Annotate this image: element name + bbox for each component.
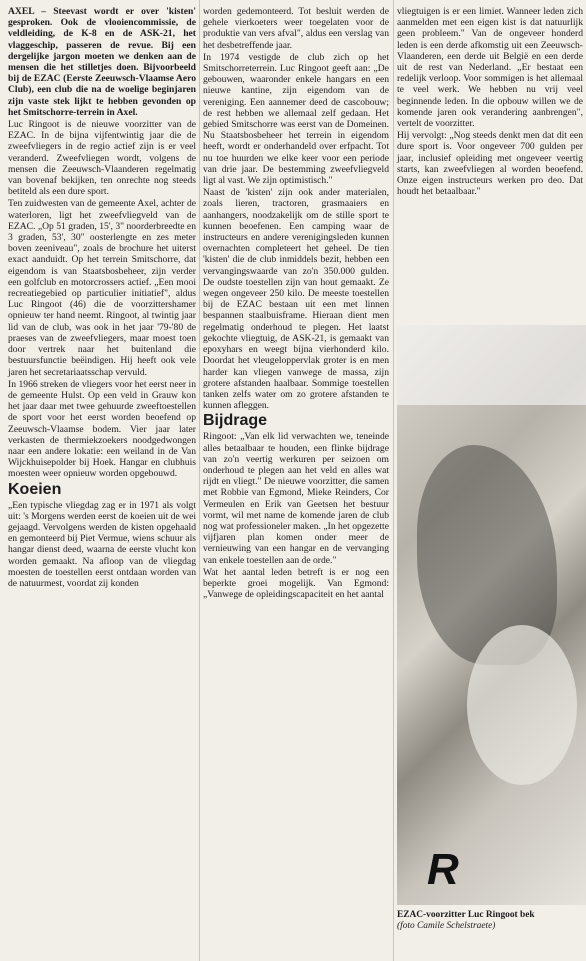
- paragraph: Hij vervolgt: „Nog steeds denkt men dat dit een dure sport is. Voor ongeveer 700 gulden per jaar, inclusief opleiding met ongeveer veertig starts, kan zweefvliegen al worden beoefend. Onze eigen instructeurs werken pro deo. Dat houdt het betaalbaar.": [397, 130, 583, 198]
- paragraph: Wat het aantal leden betreft is er nog een beperkte groei mogelijk. Van Egmond: „Vanwege de opleidingscapaciteit en het aantal: [203, 566, 389, 601]
- article-lead: AXEL – Steevast wordt er over 'kisten' gesproken. Ook de vlooiencommissie, de veldleiding, de K-8 en de ASK-21, het vlaggeschip, passeren de revue. Bij een dergelijke jargon moeten we denken aan de mensen die het stilletjes doen. Bijvoorbeeld bij de EZAC (Eerste Zeeuwsch-Vlaamse Aero Club), een club die na de woelige beginjaren zijn vaste stek lijkt te hebben gevonden op het Smitschorre-terrein in Axel.: [8, 6, 196, 118]
- photo-logo-shape: R: [427, 845, 457, 894]
- paragraph: „Een typische vliegdag zag er in 1971 als volgt uit: 's Morgens werden eerst de koeien uit de wei gejaagd. Vervolgens werden de kisten opgehaald en gemonteerd bij Piet Vermue, wiens schuur als hangar dienst deed, waarna de eerste vlucht kon worden gemaakt. Na afloop van de vliegdag moesten de toestellen eerst ontdaan worden van de natuurmest, voordat zij konden: [8, 499, 196, 589]
- photo-highlight: [397, 325, 586, 405]
- photo-credit: (foto Camile Schelstraete): [397, 921, 496, 931]
- column-rule: [199, 0, 200, 961]
- article-column-1: [8, 6, 196, 589]
- subheading-bijdrage: Bijdrage: [203, 412, 268, 430]
- column-rule: [393, 0, 394, 961]
- paragraph: Naast de 'kisten' zijn ook ander materialen, zoals lieren, tractoren, grasmaaiers en aanhangers, noodzakelijk om de stille sport te kunnen beoefenen. Een camping waar de instructeurs en andere verenigingsleden kunnen overnachten completeert het geheel. De tien 'kisten' die de club inmiddels bezit, hebben een vervangingswaarde van zo'n 350.000 gulden. De oudste toestellen zijn van hout gemaakt. Ze wegen ongeveer 250 kilo. De meeste toestellen bij de EZAC bestaan uit een met linnen bespannen staalbuisframe. Hieraan dient men regelmatig onderhoud te plegen. Het laatst gekochte vliegtuig, de ASK-21, is gemaakt van epoxyhars en weegt bijna vierhonderd kilo. Doordat het vleugeloppervlak groter is en men harder kan vliegen vanwege de massa, zijn grotere afstanden haalbaar. Sommige toestellen tanken zelfs water om zo grotere afstanden te kunnen afleggen.: [203, 187, 389, 412]
- paragraph: vliegtuigen is er een limiet. Wanneer leden zich aanmelden met een eigen kist is dat natuurlijk geen probleem." Van de ongeveer honderd leden is een derde afkomstig uit een Zeeuwsch-Vlaanderen, een derde uit België en een derde uit de rest van Nederland. „Er bestaat een redelijk verloop. Voor sommigen is het allemaal te veel werk. We hebben nu vrij veel beginnende leden. In die opbouw willen we de komende jaren ook verandering aanbrengen", vertelt de voorzitter.: [397, 6, 583, 130]
- caption-text: EZAC-voorzitter Luc Ringoot bek: [397, 910, 535, 920]
- photo-caption: [397, 910, 586, 932]
- paragraph: Luc Ringoot is de nieuwe voorzitter van de EZAC. In de bijna vijfentwintig jaar die de zweefvliegers in de regio actief zijn is er veel veranderd. Zweefvliegen wordt, volgens de mensen die Zeeuwsch-Vlaanderen regelmatig van bovenaf bekijken, ten onrechte nog steeds betiteld als een dure sport.: [8, 119, 196, 198]
- photo-highlight: [467, 625, 577, 785]
- paragraph: In 1966 streken de vliegers voor het eerst neer in de gemeente Hulst. Op een veld in Grauw kon het jaar daar met twee gehuurde zweeftoestellen de sport voor het eerst worden beoefend op Zeeuwsch-Vlaamse bodem. Vier jaar later verkasten de thermiekzoekers noodgedwongen naar een andere lokatie: een weiland in de Van Wijckhuisepolder bij Hoek. Hangar en clubhuis moesten weer opnieuw worden opgebouwd.: [8, 378, 196, 480]
- article-column-2: [203, 6, 389, 600]
- paragraph: Ten zuidwesten van de gemeente Axel, achter de waterloren, ligt het zweefvliegveld van de EZAC. „Op 51 graden, 15', 3" noorderbreedte en 3 graden, 53', 30" oosterlengte en zes meter boven zeeniveau", zoals de brochure het uiterst exact aanduidt. Op het terrein Smitschorre, dat eigendom is van Staatsbosbeheer, zijn verder een golfclub en motorcrossers actief. „Een mooi recreatiegebied op particulier initiatief", aldus Luc Ringoot (46) die de voorzittershamer opnieuw ter hand neemt. Ringoot, al twintig jaar lid van de club, was ook in het jaar '79-'80 de praeses van de zweefvliegers, maar moest toen door vertrek naar het buitenland die bestuursfunctie beëindigen. Hij heeft ook vele jaren het secretariaatsschap vervuld.: [8, 198, 196, 378]
- subheading-koeien: Koeien: [8, 480, 62, 498]
- paragraph: In 1974 vestigde de club zich op het Smitschorreterrein. Luc Ringoot geeft aan: „De gebouwen, waaronder enkele hangars en een nieuwe kantine, zijn eigendom van de vereniging. Een aannemer deed de cascobouw; de rest hebben we allemaal zelf gedaan. Het gebied Smitschorre was eerst van de Domeinen. Nu Staatsbosbeheer het terrein in eigendom heeft, wordt er onderhandeld over erfpacht. Tot nu toe huurden we elke keer voor een periode van drie jaar. De bestemming zweefvliegveld ligt al vast. We zijn optimistisch.": [203, 51, 389, 187]
- article-column-3: [397, 6, 583, 197]
- paragraph: Ringoot: „Van elk lid verwachten we, teneinde alles betaalbaar te houden, een flinke bijdrage van zo'n veertig werkuren per seizoen om onderhoud te plegen aan het veld en alles wat rijdt en vliegt." De nieuwe voorzitter, die samen met Robbie van Egmond, Mieke Reinders, Cor Vermeulen en Erik van Geetsen het bestuur vormt, wil met name de komende jaren de club nog wat professioneler maken. „In het opgezette vijfjaren plan komen onder meer de vernieuwing van een hangar en de vervanging van enkele toestellen aan de orde.": [203, 431, 389, 566]
- news-photo: [397, 325, 586, 905]
- paragraph: worden gedemonteerd. Tot besluit werden de gehele vierkoeters weer toegelaten voor de produktie van vers afval", aldus een verslag van het desbetreffende jaar.: [203, 6, 389, 51]
